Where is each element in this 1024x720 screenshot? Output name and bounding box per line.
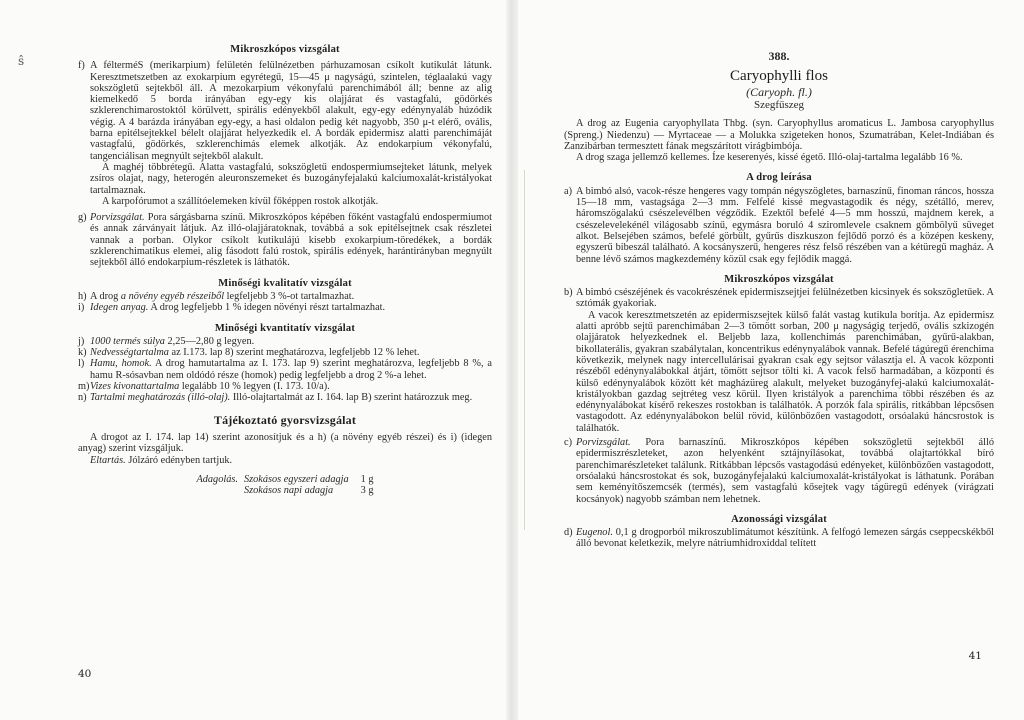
para-i [78, 302, 492, 313]
page-number-right: 41 [968, 650, 982, 662]
label-b: b) [564, 287, 573, 299]
label-n: n) [78, 392, 87, 404]
dosage-label: Adagolás. [196, 473, 238, 485]
monograph-title-block [564, 51, 994, 112]
para-c-text: Pora barnaszínű. Mikroszkópos képében sokszögletű sejtekből álló epidermiszrészleteket, azon helyenként sztájnyílásokat, továbbá olajtartókkal bíró parenchimarészleteket találunk. Ritkábban lépcsős vastagodású edényeket, különbözően vastagodott, orsóalakú háncsrostokat és sok, buzogányfejalakú kalciumoxalát-kristályokat is láthatunk. Porában sem keményítőszemcsék (termés), sem vastagfalú kősejtek vagy tágüregű edények (virágzati kocsányok) nagyobb számban nem lehetnek. [576, 437, 994, 505]
label-l: l) [78, 358, 85, 370]
para-h [78, 291, 492, 302]
para-j-it: 1000 termés súlya [90, 335, 165, 347]
para-m-it: Vizes kivonattartalma [90, 381, 180, 393]
para-c [564, 437, 994, 505]
para-l-it: Hamu, homok. [90, 358, 152, 370]
para-l [78, 358, 492, 381]
para-f-cont2: A karpofórumot a szállítóelemeken kívül főképpen rostok alkotják. [102, 195, 379, 207]
dosage-single-value: 1 g [360, 473, 374, 485]
dosage-block [78, 474, 492, 497]
label-h: h) [78, 290, 87, 302]
para-h-it: a növény egyéb részeiből [120, 290, 225, 302]
storage-label: Eltartás. [90, 454, 126, 466]
edge-mark: ŝ [18, 54, 25, 68]
heading-microscopic-right: Mikroszkópos vizsgálat [724, 273, 834, 285]
para-n-it: Tartalmi meghatározás (illó-olaj). [90, 392, 231, 404]
para-m [78, 381, 492, 392]
label-f: f) [78, 60, 85, 72]
smell-text: A drog szaga jellemző kellemes. Íze keserenyés, kissé égető. Illó-olaj-tartalma legalább 16 %. [576, 152, 963, 164]
para-n [78, 392, 492, 403]
para-k-post: az I.173. lap 8) szerint meghatározva, legfeljebb 12 % lehet. [168, 347, 420, 359]
monograph-title: Caryophylli flos [730, 68, 828, 85]
para-f-text: A félterméS (merikarpium) felületén felülnézetben párhuzamosan csíkolt kutikulát látunk. Keresztmetszetben az exokarpium egyrétegű, 15—45 μ nagyságú, szintelen, téglaalakú vagy sokszögletű sejtekből áll. A mezokarpium vékonyfalú parenchimából áll; benne az alig kiemelkedő 5 borda irányában egy-egy kis olajjárat és vastagfalú, gödörkés szklerenchimarostoktól körülvett, spirális edényekből alakult, egy-egy edénynyaláb húzódik végig. A 4 barázda irányában egy-egy, a hasi oldalon pedig két nagyobb, 350 μ-t elérő, ovális, barna epitélsejtekkel bélelt olajjárat helyezkedik el. A bordák epidermisz alatti parenchimáját vastagfalú, gödörkés, szklerenchimás elemek alkotják. Az endokarpium vékonyfalú, tangenciálisan megnyúlt sejtekből alakult. [90, 60, 492, 162]
para-d [564, 527, 994, 550]
label-i: i) [78, 302, 85, 314]
heading-quantitative: Minőségi kvantitatív vizsgálat [214, 322, 356, 334]
intro-text: A drog az Eugenia caryophyllata Thbg. (syn. Caryophyllus aromaticus L. Jambosa caryophyllus (Spreng.) Niedenzu) — Myrtaceae — a Molukka szigeteken honos, Szumatrában, Kelet-Indiában és Zanzibárban termesztett fának megszárított virágbimbója. [564, 118, 994, 152]
dosage-daily-name: Szokásos napi adagja [243, 485, 334, 497]
label-k: k) [78, 347, 87, 359]
para-b-text: A bimbó csészéjének és vacokrészének epidermiszsejtjei felülnézetben kicsinyek és sokszögletűek. A sztómák gyakoriak. [576, 287, 994, 310]
para-d-lead: Eugenol. [576, 527, 613, 539]
para-n-post: Illó-olajtartalmát az I. 164. lap B) szerint határozzuk meg. [230, 392, 473, 404]
para-f [78, 60, 492, 207]
para-g-lead: Porvizsgálat. [90, 212, 145, 224]
para-k [78, 347, 492, 358]
heading-drug-description: A drog leírása [746, 172, 812, 184]
right-page [512, 0, 1024, 720]
dosage-daily-value: 3 g [360, 485, 374, 497]
storage-text: Jólzáró edényben tartjuk. [125, 454, 233, 466]
heading-info-quick-test: Tájékoztató gyorsvizsgálat [213, 412, 357, 427]
para-a-text: A bimbó alsó, vacok-része hengeres vagy tompán négyszögletes, barnaszínű, finoman ráncos, hossza 15—18 mm, vastagsága 2—3 mm. Felfelé kissé megvastagodik és négy, szétálló, merev, háromszögalakú csészelevélben végződik. Ezektől befelé 4—5 mm hosszú, majdnem kerek, a csészelevelekénél világosabb színű, egymásra boruló 4 sziromlevele csaknem gömbölyű süveget alkot. Belsejében számos, befelé görbült, gyűrűs diszkuszon fejlődő porzó és a középen keskeny, egyszerű bibeszál található. A kocsányszerű, hengeres rész felső részében van a kétüregű magház. A benne lévő számos magkezdemény közül csak egy fejlődik maggá. [576, 185, 994, 265]
para-g-text: Pora sárgásbarna színű. Mikroszkópos képében főként vastagfalú endospermiumot és annak zárványait látjuk. Az illó-olajjáratoknak, továbbá a sok epitélsejtnek csak részletei vannak a porban. Olykor csíkolt kutikulájú kisebb exokarpium-töredékek, a bordák szklerenchimatikus elemei, alig fásodott falú rostok, spirális edények, harántirányban megnyúlt sejtekből álló endokarpium-részletek is láthatók. [90, 212, 492, 269]
para-j-post: 2,25—2,80 g legyen. [164, 335, 255, 347]
para-b-cont: A vacok keresztmetszetén az epidermiszsejtek külső falát vastag kutikula borítja. Az epidermisz alatti apróbb sejtű parenchimában 2—3 tömött sorban, 200 μ nagyságig terjedő, ovális szkizogén olajjáratok helyezkednek el. Beljebb laza, kollenchimás parenchimában, gyűrű-alakban, bikollaterális, gyakran szabálytalan, koncentrikus edénynyalábok vannak. Befelé tágúregű érenchima következik, melynek nagy intercellulárisai gyakran csak egy sejtsor választja el. A vacok központi részéből edénynyalábokkal átjárt, tömött sejtsor tölti ki. A vacok felső harmadában, a központi és külső edénynyalábok között két magházüreg alakult, melyeket buzogányfej-alakú kalciumoxalát-kristályokban gazdag sejtréteg vesz körül. Ilyen kristályok a parenchima többi részében és az edénynyalábokat kísérő rekeszes rostokban is találhatók. A porzók fala spirális, ritkábban lépcsősen vastagodott. Az edénynyalábokon belül rövid, különbözően vastagodott, orsóalakú háncsrostok is találhatók. [576, 309, 994, 434]
para-h-post: legfeljebb 3 %-ot tartalmazhat. [224, 290, 355, 302]
para-d-text: 0,1 g drogporból mikroszublimátumot készítünk. A felfogó lemezen sárgás cseppecskékből álló bevonat keletkezik, melyre nátriumhidroxiddal telített [576, 527, 994, 550]
heading-microscopic-left: Mikroszkópos vizsgálat [230, 44, 340, 55]
para-f-cont1: A maghéj többrétegű. Alatta vastagfalú, sokszögletű endospermiumsejteket látunk, melyek zsíros olajat, nagy, heterogén aleuronszemeket és buzogányfejalakú kalciumoxalát-kristályokat tartalmaznak. [90, 161, 492, 196]
monograph-number: 388. [768, 49, 790, 63]
label-g: g) [78, 212, 87, 224]
para-i-post: A drog legfeljebb 1 % idegen növényi részt tartalmazhat. [148, 302, 386, 314]
label-c: c) [564, 437, 572, 449]
label-a: a) [564, 185, 572, 197]
label-m: m) [78, 381, 90, 393]
monograph-synonym: Szegfűszeg [753, 99, 805, 112]
page-number-left: 40 [78, 668, 92, 680]
para-a [564, 186, 994, 265]
para-h-pre: A drog [90, 290, 121, 302]
heading-identity-test: Azonossági vizsgálat [731, 513, 827, 525]
monograph-abbrev: (Caryoph. fl.) [746, 85, 812, 100]
label-j: j) [78, 335, 85, 347]
dosage-single-name: Szokásos egyszeri adagja [243, 473, 349, 485]
info-text: A drogot az I. 174. lap 14) szerint azonosítjuk és a h) (a növény egyéb részei) és i) (idegen anyag) szerint vizsgáljuk. [78, 431, 492, 455]
para-b [564, 287, 994, 434]
para-l-post: A drog hamutartalma az I. 173. lap 9) szerint meghatározva, legfeljebb 8 %, a hamu R-sósavban nem oldódó része (homok) pedig legfeljebb a drog 2 %-a lehet. [90, 358, 493, 381]
para-j [78, 336, 492, 347]
heading-qualitative: Minőségi kvalitatív vizsgálat [218, 277, 352, 289]
para-k-it: Nedvességtartalma [90, 347, 169, 359]
para-g [78, 212, 492, 268]
label-d: d) [564, 527, 573, 539]
para-i-it: Idegen anyag. [90, 302, 149, 314]
para-m-post: legalább 10 % legyen (I. 173. 10/a). [179, 381, 330, 393]
para-c-lead: Porvizsgálat. [576, 437, 631, 449]
